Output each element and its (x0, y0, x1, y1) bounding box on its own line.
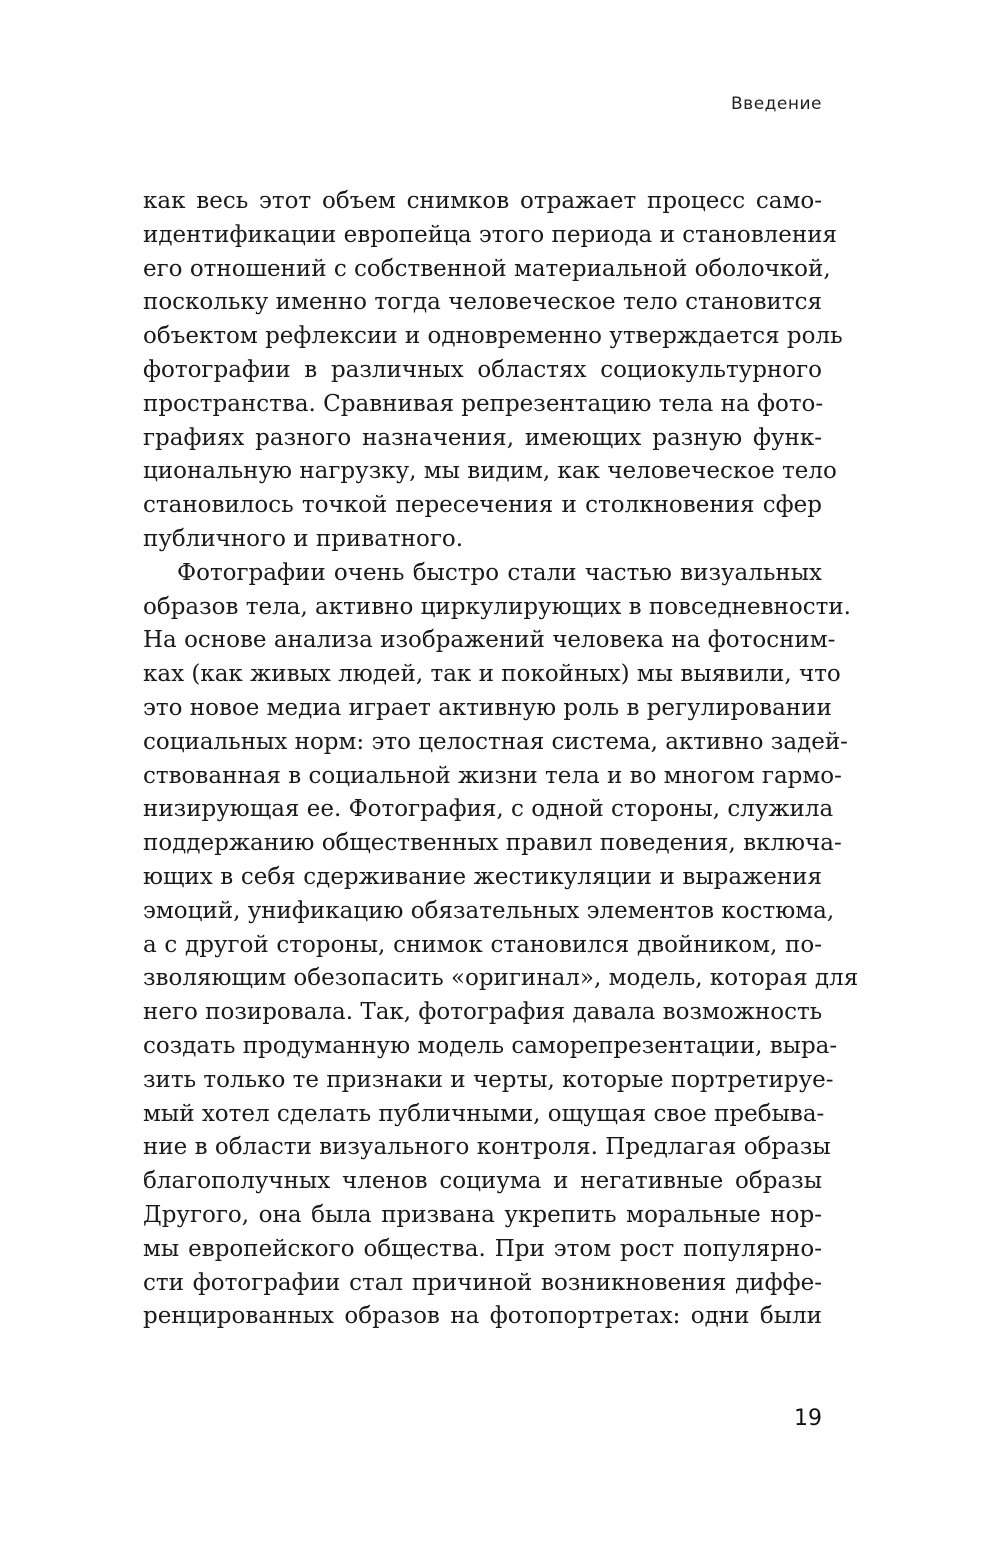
text-line: ствованная в социальной жизни тела и во многом гармо- (143, 762, 842, 789)
text-line: создать продуманную модель саморепрезентации, выра- (143, 1032, 838, 1059)
text-line: ние в области визуального контроля. Предлагая образы (143, 1134, 831, 1161)
text-line: публичного и приватного. (143, 525, 464, 552)
text-line: зить только те признаки и черты, которые портретируе- (143, 1066, 834, 1093)
page-number: 19 (794, 1406, 822, 1431)
text-line: социальных норм: это целостная система, активно задей- (143, 728, 848, 755)
text-line: а с другой стороны, снимок становился двойником, по- (143, 931, 822, 958)
text-line: низирующая ее. Фотография, с одной стороны, служила (143, 796, 834, 823)
running-head: Введение (731, 94, 822, 114)
text-line: фотографии в различных областях социокультурного (143, 356, 822, 383)
text-line: поддержанию общественных правил поведения, включа- (143, 830, 842, 857)
text-line: ренцированных образов на фотопортретах: одни были (143, 1303, 822, 1330)
text-line: пространства. Сравнивая репрезентацию тела на фото- (143, 390, 824, 417)
text-line: ках (как живых людей, так и покойных) мы выявили, что (143, 661, 841, 688)
text-line: это новое медиа играет активную роль в регулировании (143, 694, 832, 721)
text-line: циональную нагрузку, мы видим, как человеческое тело (143, 458, 837, 485)
text-line: него позировала. Так, фотография давала возможность (143, 999, 823, 1026)
text-line: эмоций, унификацию обязательных элементов костюма, (143, 897, 835, 924)
text-line: идентификации европейца этого периода и становления (143, 221, 838, 248)
text-line: графиях разного назначения, имеющих разную функ- (143, 424, 822, 451)
text-line: становилось точкой пересечения и столкновения сфер (143, 492, 822, 519)
text-line: Фотографии очень быстро стали частью визуальных (177, 559, 822, 586)
text-line: мы европейского общества. При этом рост популярно- (143, 1235, 822, 1262)
body-text (143, 185, 859, 1334)
text-line: благополучных членов социума и негативные образы (143, 1168, 822, 1195)
text-line: Другого, она была призвана укрепить моральные нор- (143, 1201, 822, 1228)
paragraph-1 (143, 185, 843, 557)
text-line: зволяющим обезопасить «оригинал», модель, которая для (143, 965, 859, 992)
paragraph-2 (143, 557, 859, 1334)
text-line: его отношений с собственной материальной оболочкой, (143, 255, 831, 282)
text-line: ющих в себя сдерживание жестикуляции и выражения (143, 863, 822, 890)
text-line: сти фотографии стал причиной возникновения диффе- (143, 1269, 822, 1296)
text-line: поскольку именно тогда человеческое тело становится (143, 289, 822, 316)
text-line: мый хотел сделать публичными, ощущая свое пребыва- (143, 1100, 825, 1127)
text-line: объектом рефлексии и одновременно утверждается роль (143, 323, 843, 350)
text-line: На основе анализа изображений человека на фотосним- (143, 627, 836, 654)
text-line: образов тела, активно циркулирующих в повседневности. (143, 593, 851, 620)
text-line: как весь этот объем снимков отражает процесс само- (143, 188, 822, 214)
